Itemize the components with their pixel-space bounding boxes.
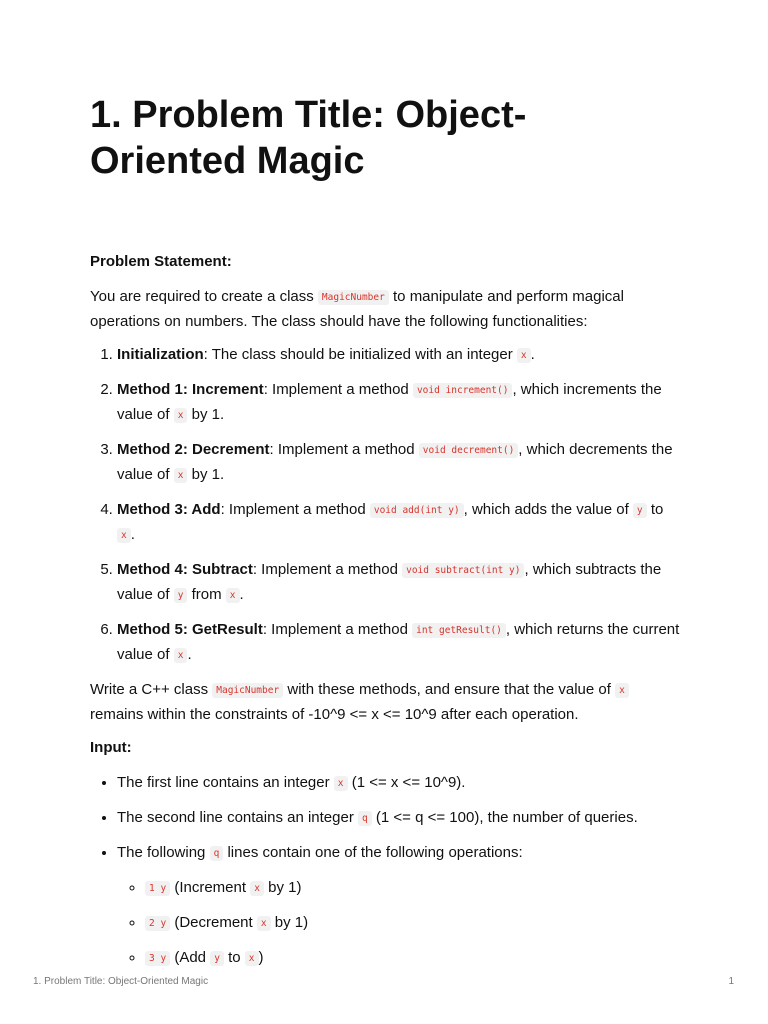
method-text: , which subtracts the value of	[117, 561, 662, 603]
operation-text: (Increment	[170, 879, 251, 896]
method-name: Method 4: Subtract	[117, 561, 253, 578]
method-text: , which decrements the value of	[117, 441, 673, 483]
intro-text: to manipulate and perform magical operations on numbers. The class should have the following functionalities:	[90, 288, 624, 330]
methods-list	[90, 343, 680, 668]
inline-code: x	[250, 881, 264, 896]
inline-code: y	[210, 951, 224, 966]
method-text: by 1.	[187, 406, 225, 423]
page-title: 1. Problem Title: Object-Oriented Magic	[90, 94, 527, 182]
inline-code: x	[517, 348, 531, 363]
input-text: (1 <= x <= 10^9).	[347, 774, 466, 791]
inline-code: x	[334, 776, 348, 791]
write-text: remains within the constraints of -10^9 <= x <= 10^9 after each operation.	[90, 706, 579, 723]
method-text: , which increments the value of	[117, 381, 662, 423]
method-text: : Implement a method	[220, 501, 370, 518]
method-text: .	[187, 646, 192, 663]
list-item	[145, 876, 680, 901]
inline-code: x	[174, 468, 188, 483]
write-text: with these methods, and ensure that the value of	[283, 681, 616, 698]
inline-code: x	[117, 528, 131, 543]
method-text: .	[530, 346, 535, 363]
input-text: The second line contains an integer	[117, 809, 358, 826]
inline-code: 1 y	[145, 881, 170, 896]
operation-text: (Add	[170, 949, 211, 966]
list-item	[117, 438, 680, 488]
method-name: Method 3: Add	[117, 501, 221, 518]
operation-text: by 1)	[263, 879, 302, 896]
list-item	[117, 343, 680, 368]
method-text: , which adds the value of	[463, 501, 633, 518]
method-text: by 1.	[187, 466, 225, 483]
inline-code: x	[226, 588, 240, 603]
list-item	[117, 558, 680, 608]
list-item	[117, 618, 680, 668]
list-item	[117, 806, 680, 831]
inline-code: y	[174, 588, 188, 603]
input-text: lines contain one of the following operations:	[223, 844, 523, 861]
method-text: .	[239, 586, 244, 603]
inline-code: q	[358, 811, 372, 826]
inline-code: void subtract(int y)	[402, 563, 524, 578]
write-text: Write a C++ class	[90, 681, 213, 698]
inline-code: q	[210, 846, 224, 861]
inline-code: void add(int y)	[370, 503, 464, 518]
inline-code: y	[633, 503, 647, 518]
inline-code: void decrement()	[419, 443, 519, 458]
list-item	[145, 911, 680, 936]
problem-statement-label: Problem Statement:	[90, 253, 232, 270]
inline-code: x	[245, 951, 259, 966]
method-text: : Implement a method	[269, 441, 419, 458]
method-name: Method 5: GetResult	[117, 621, 263, 638]
list-item	[117, 841, 680, 971]
method-text: from	[187, 586, 226, 603]
inline-code: 2 y	[145, 916, 170, 931]
method-name: Initialization	[117, 346, 204, 363]
method-text: to	[646, 501, 664, 518]
page-number: 1	[728, 976, 734, 987]
operation-text: by 1)	[270, 914, 309, 931]
operation-text: )	[258, 949, 264, 966]
intro-text: You are required to create a class	[90, 288, 318, 305]
method-text: , which returns the current value of	[117, 621, 680, 663]
input-text: The following	[117, 844, 210, 861]
method-name: Method 1: Increment	[117, 381, 264, 398]
inline-code: x	[174, 648, 188, 663]
input-list	[90, 771, 680, 971]
list-item	[117, 771, 680, 796]
list-item	[117, 378, 680, 428]
document-page	[90, 92, 680, 981]
inline-code: MagicNumber	[318, 290, 389, 305]
inline-code: x	[257, 916, 271, 931]
input-label: Input:	[90, 739, 132, 756]
operations-list	[117, 876, 680, 971]
method-text: : Implement a method	[252, 561, 403, 578]
input-text: (1 <= q <= 100), the number of queries.	[371, 809, 638, 826]
inline-code: int getResult()	[412, 623, 506, 638]
input-text: The first line contains an integer	[117, 774, 334, 791]
method-text: : Implement a method	[263, 381, 413, 398]
operation-text: (Decrement	[170, 914, 257, 931]
method-text: : Implement a method	[262, 621, 413, 638]
inline-code: x	[615, 683, 629, 698]
write-paragraph	[90, 678, 680, 726]
inline-code: x	[174, 408, 188, 423]
inline-code: 3 y	[145, 951, 170, 966]
footer-title: 1. Problem Title: Object-Oriented Magic	[33, 976, 209, 987]
method-name: Method 2: Decrement	[117, 441, 270, 458]
page-footer	[33, 976, 734, 987]
list-item	[145, 946, 680, 971]
inline-code: MagicNumber	[212, 683, 283, 698]
list-item	[117, 498, 680, 548]
method-text: : The class should be initialized with an integer	[203, 346, 517, 363]
inline-code: void increment()	[413, 383, 513, 398]
operation-text: to	[223, 949, 245, 966]
method-text: .	[130, 526, 135, 543]
intro-paragraph	[90, 285, 680, 333]
